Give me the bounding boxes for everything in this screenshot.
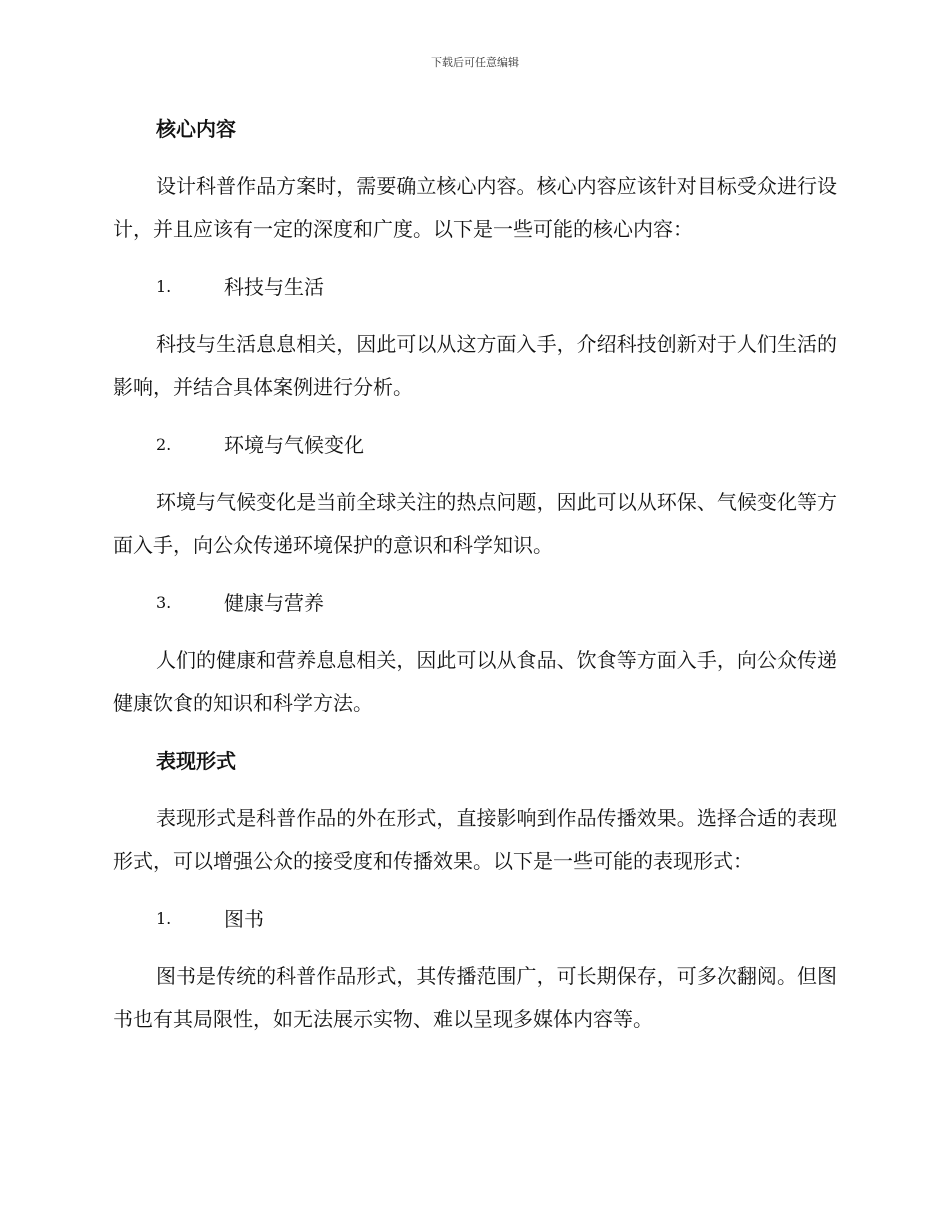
paragraph-core-intro: 设计科普作品方案时，需要确立核心内容。核心内容应该针对目标受众进行设计，并且应该有一定的深度和广度。以下是一些可能的核心内容： [113, 174, 837, 241]
page-header: 下载后可任意编辑 [431, 56, 519, 69]
paragraph-form-intro: 表现形式是科普作品的外在形式，直接影响到作品传播效果。选择合适的表现形式，可以增强公众的接受度和传播效果。以下是一些可能的表现形式： [113, 806, 837, 873]
list-item-title: 环境与气候变化 [224, 433, 364, 457]
document-body [113, 108, 837, 1056]
list-number: 1. [156, 909, 172, 928]
list-item-form-1 [113, 898, 837, 940]
paragraph-core-2: 环境与气候变化是当前全球关注的热点问题，因此可以从环保、气候变化等方面入手，向公众传递环境保护的意识和科学知识。 [113, 490, 837, 557]
list-number: 2. [156, 435, 172, 454]
section-heading-form: 表现形式 [156, 749, 236, 773]
paragraph-form-1: 图书是传统的科普作品形式，其传播范围广，可长期保存，可多次翻阅。但图书也有其局限性，如无法展示实物、难以呈现多媒体内容等。 [113, 964, 837, 1031]
list-number: 3. [156, 593, 172, 612]
list-item-title: 图书 [224, 907, 264, 931]
section-heading-core: 核心内容 [156, 117, 236, 141]
paragraph-core-3: 人们的健康和营养息息相关，因此可以从食品、饮食等方面入手，向公众传递健康饮食的知识和科学方法。 [113, 648, 837, 715]
paragraph-core-1: 科技与生活息息相关，因此可以从这方面入手，介绍科技创新对于人们生活的影响，并结合具体案例进行分析。 [113, 332, 837, 399]
list-item-core-2 [113, 424, 837, 466]
list-item-title: 科技与生活 [224, 275, 324, 299]
list-item-core-3 [113, 582, 837, 624]
list-number: 1. [156, 277, 172, 296]
list-item-core-1 [113, 266, 837, 308]
list-item-title: 健康与营养 [224, 591, 324, 615]
